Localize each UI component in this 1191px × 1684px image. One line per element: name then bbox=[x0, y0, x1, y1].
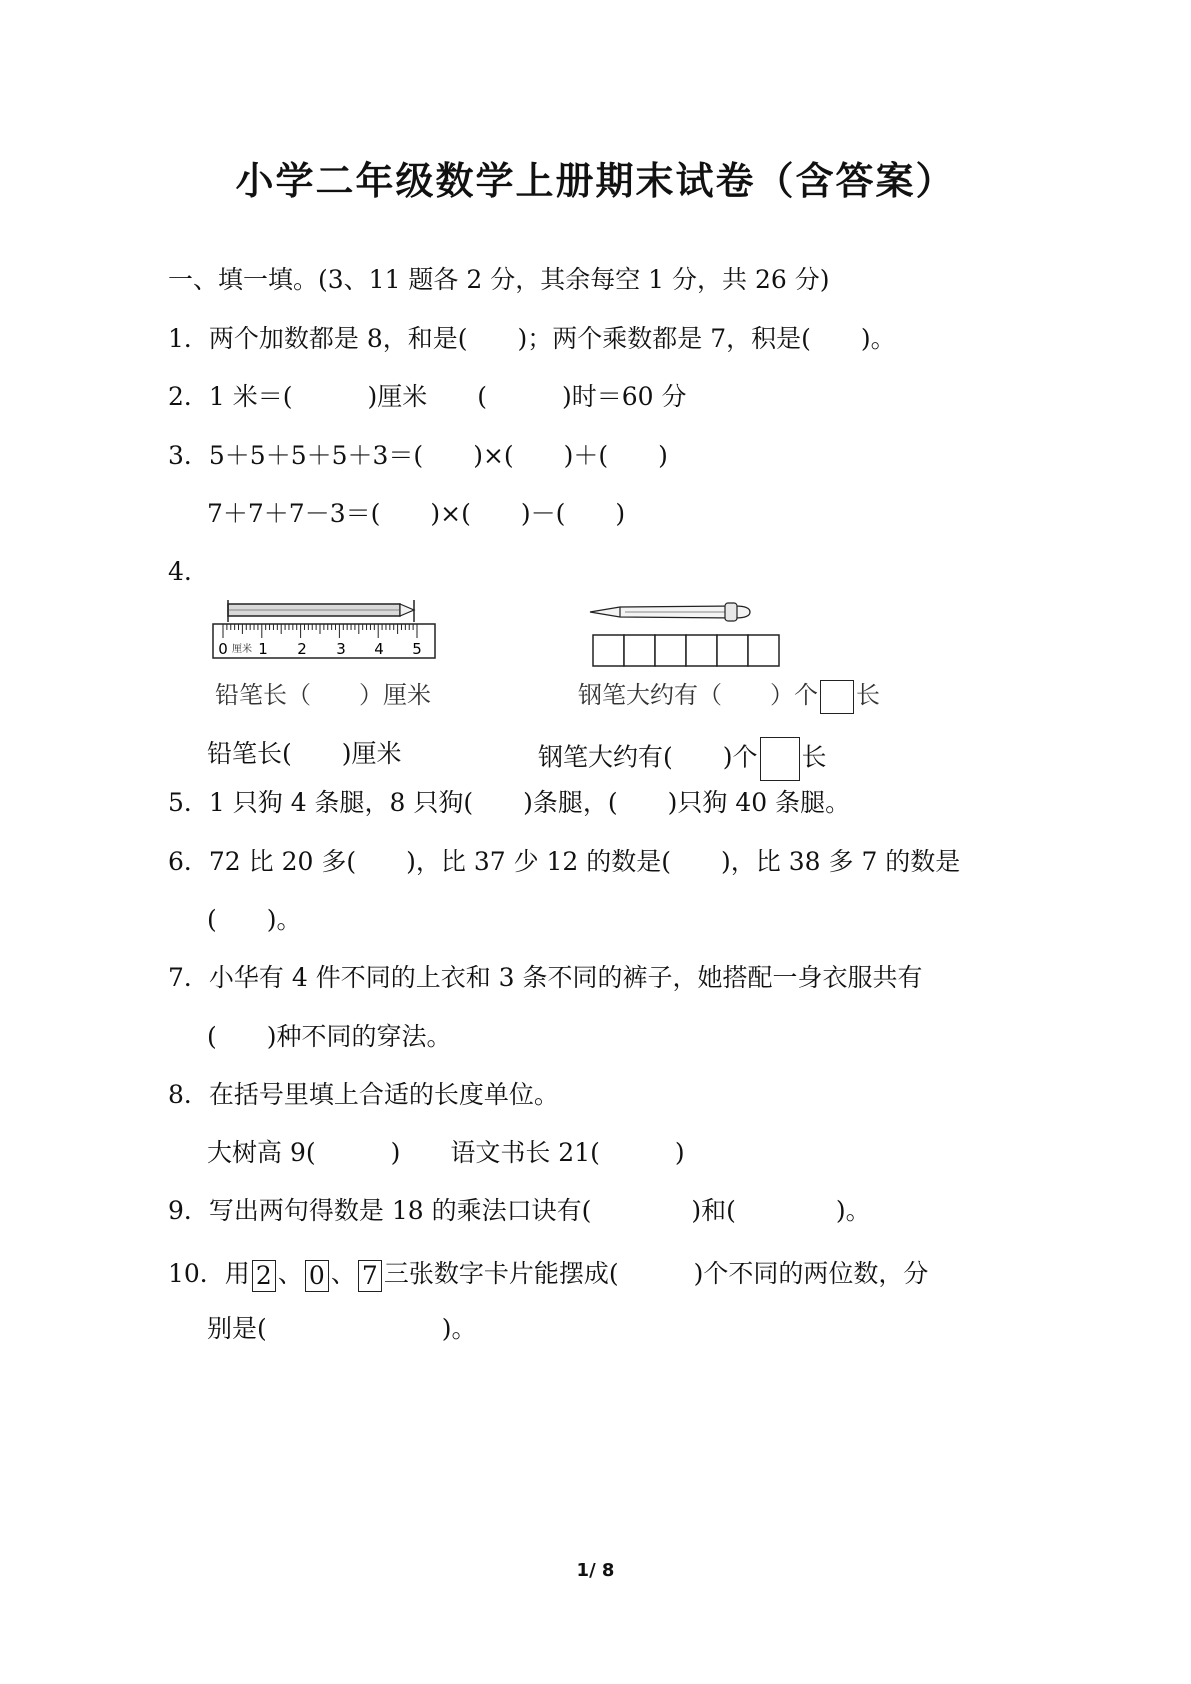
question-6-line-1: 6．72 比 20 多( )，比 37 少 12 的数是( )，比 38 多 7 的数是 bbox=[168, 847, 961, 876]
q4-image-caption-left: 铅笔长（ ）厘米 bbox=[215, 681, 431, 709]
page-title: 小学二年级数学上册期末试卷（含答案） bbox=[235, 159, 956, 203]
ruler bbox=[213, 624, 435, 658]
question-3-line-1: 3．5＋5＋5＋5＋3＝( )×( )＋( ) bbox=[168, 441, 668, 470]
q4-image-caption-right bbox=[578, 678, 880, 714]
page-number: 1/ 8 bbox=[576, 1560, 615, 1581]
square-icon bbox=[760, 737, 800, 781]
unit-squares bbox=[593, 635, 779, 666]
question-8-line-1: 8．在括号里填上合适的长度单位。 bbox=[168, 1080, 559, 1109]
pen-squares-figure bbox=[585, 600, 785, 668]
question-4-number: 4. bbox=[168, 557, 192, 586]
digit-card-0: 0 bbox=[305, 1260, 329, 1292]
section1-heading: 一、填一填。(3、11 题各 2 分，其余每空 1 分，共 26 分) bbox=[168, 265, 830, 294]
ruler-tick-label-1: 1 bbox=[258, 640, 268, 658]
digit-card-7: 7 bbox=[358, 1260, 382, 1292]
question-7-line-1: 7．小华有 4 件不同的上衣和 3 条不同的裤子，她搭配一身衣服共有 bbox=[168, 963, 923, 992]
ruler-tick-label-5: 5 bbox=[412, 640, 422, 658]
ruler-tick-label-2: 2 bbox=[297, 640, 307, 658]
q4-right-b: 长 bbox=[801, 742, 827, 772]
q4-image-caption-right-b: 长 bbox=[856, 681, 880, 709]
digit-card-2: 2 bbox=[252, 1260, 276, 1292]
q4-left-text: 铅笔长( )厘米 bbox=[207, 739, 402, 768]
q10-prefix: 10．用 bbox=[168, 1259, 250, 1288]
pencil-ruler-figure bbox=[210, 600, 445, 665]
ruler-tick-label-0: 0 bbox=[218, 640, 228, 658]
question-6-line-2: ( )。 bbox=[207, 905, 302, 934]
q10-sep-2: 、 bbox=[330, 1259, 356, 1288]
question-8-line-2: 大树高 9( ) 语文书长 21( ) bbox=[207, 1138, 685, 1167]
pen-icon bbox=[590, 603, 750, 621]
q4-image-caption-right-a: 钢笔大约有（ ）个 bbox=[578, 681, 818, 709]
square-icon bbox=[820, 680, 854, 714]
question-5: 5．1 只狗 4 条腿，8 只狗( )条腿，( )只狗 40 条腿。 bbox=[168, 788, 851, 817]
question-1: 1．两个加数都是 8，和是( )；两个乘数都是 7，积是( )。 bbox=[168, 324, 896, 353]
question-9: 9．写出两句得数是 18 的乘法口诀有( )和( )。 bbox=[168, 1196, 871, 1225]
q4-right-a: 钢笔大约有( )个 bbox=[538, 742, 758, 772]
question-10-line-2: 别是( )。 bbox=[207, 1314, 477, 1343]
q10-sep-1: 、 bbox=[277, 1259, 303, 1288]
q10-suffix: 三张数字卡片能摆成( )个不同的两位数，分 bbox=[383, 1259, 929, 1288]
ruler-tick-label-3: 3 bbox=[336, 640, 346, 658]
question-3-line-2: 7＋7＋7－3＝( )×( )－( ) bbox=[207, 499, 626, 528]
q4-right-text bbox=[538, 737, 827, 781]
question-2: 2．1 米＝( )厘米 ( )时＝60 分 bbox=[168, 382, 687, 411]
pencil-icon bbox=[228, 600, 414, 622]
question-7-line-2: ( )种不同的穿法。 bbox=[207, 1022, 452, 1051]
ruler-unit-label: 厘米 bbox=[232, 644, 252, 655]
ruler-tick-label-4: 4 bbox=[374, 640, 384, 658]
question-10-line-1 bbox=[168, 1257, 928, 1292]
